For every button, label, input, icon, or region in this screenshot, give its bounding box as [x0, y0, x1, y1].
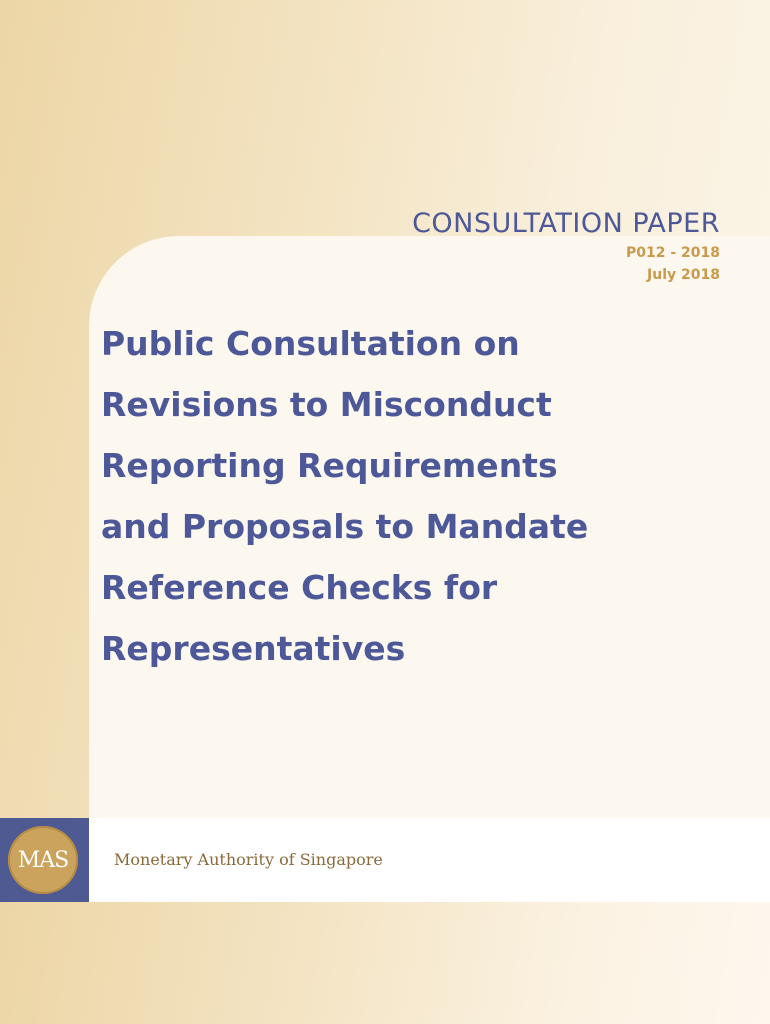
title-line: Reporting Requirements	[101, 446, 558, 485]
background-bottom-band	[0, 902, 770, 1024]
title-line: Revisions to Misconduct	[101, 385, 552, 424]
document-header	[412, 206, 720, 286]
title-line: Representatives	[101, 629, 406, 668]
document-type-title: CONSULTATION PAPER	[412, 208, 720, 239]
mas-seal-icon	[8, 826, 78, 894]
document-reference: P012 - 2018	[625, 245, 720, 261]
title-line: and Proposals to Mandate	[101, 507, 589, 546]
title-line: Public Consultation on	[101, 324, 520, 363]
document-date: July 2018	[647, 267, 720, 283]
mas-logo-text: MAS	[17, 847, 69, 873]
footer-logo-bar	[0, 818, 770, 902]
mas-logo	[0, 818, 89, 902]
document-main-title	[101, 313, 731, 679]
organization-name: Monetary Authority of Singapore	[114, 850, 383, 869]
title-line: Reference Checks for	[101, 568, 498, 607]
